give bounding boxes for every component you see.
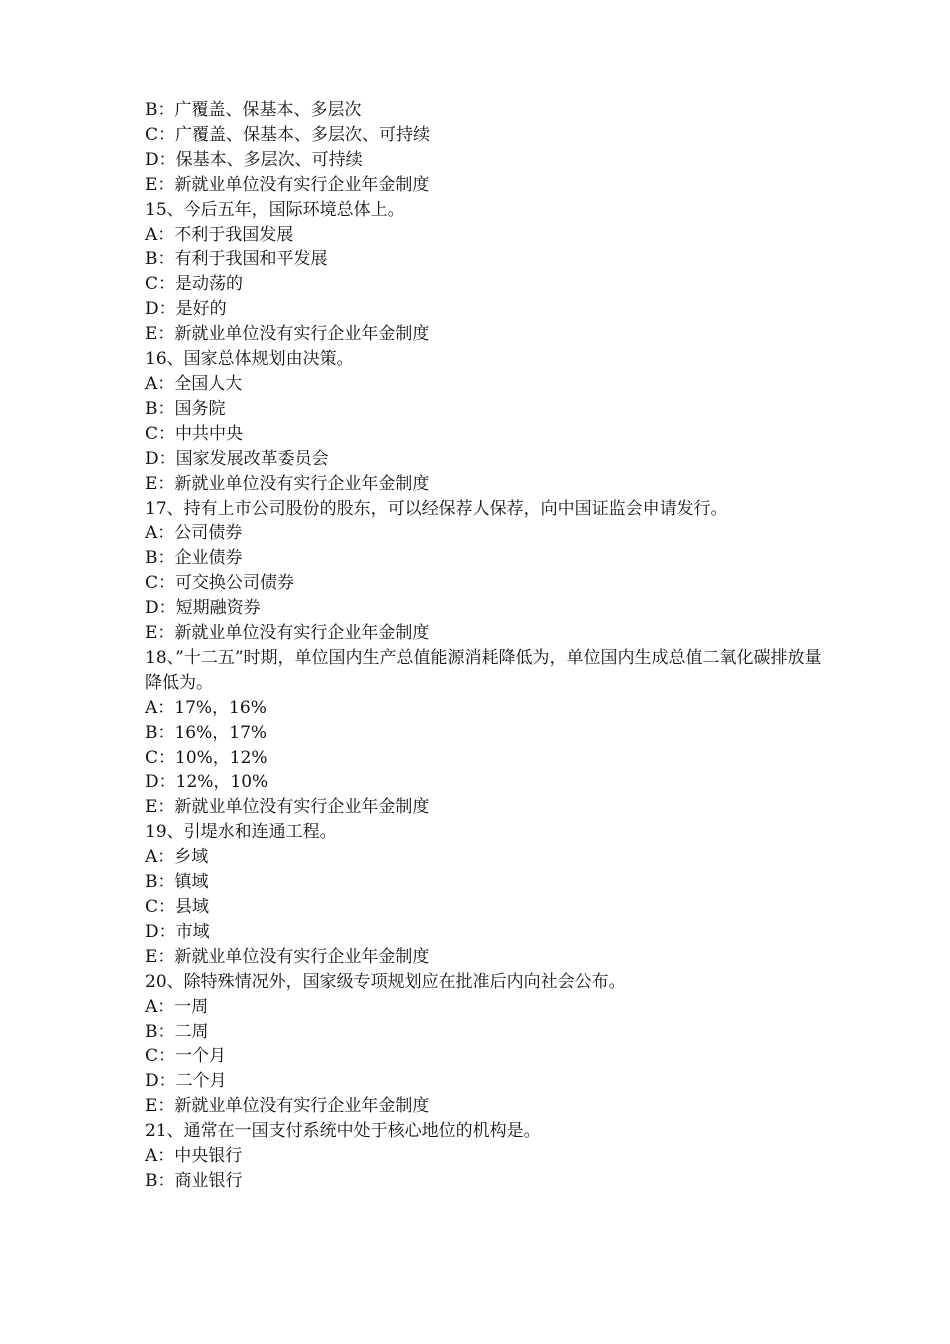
option-c: C：广覆盖、保基本、多层次、可持续	[145, 124, 431, 145]
option-c: C：可交换公司债券	[145, 573, 295, 594]
option-e: E：新就业单位没有实行企业年金制度	[145, 473, 430, 494]
question-21: 21、通常在一国支付系统中处于核心地位的机构是。	[145, 1121, 541, 1142]
option-a: A：一周	[145, 996, 209, 1017]
option-d: D：12%，10%	[145, 772, 269, 793]
option-b: B：二周	[145, 1021, 209, 1042]
option-e: E：新就业单位没有实行企业年金制度	[145, 174, 430, 195]
option-b: B：国务院	[145, 398, 226, 419]
option-d: D：国家发展改革委员会	[145, 448, 329, 469]
option-c: C：一个月	[145, 1046, 227, 1067]
option-c: C：10%，12%	[145, 747, 268, 768]
option-a: A：公司债券	[145, 523, 243, 544]
option-e: E：新就业单位没有实行企业年金制度	[145, 797, 430, 818]
option-a: A：不利于我国发展	[145, 224, 294, 245]
option-d: D：二个月	[145, 1071, 227, 1092]
question-17: 17、持有上市公司股份的股东，可以经保荐人保荐，向中国证监会申请发行。	[145, 498, 728, 519]
option-e: E：新就业单位没有实行企业年金制度	[145, 946, 430, 967]
option-a: A：中央银行	[145, 1146, 243, 1167]
question-18: 18、”十二五”时期，单位国内生产总值能源消耗降低为，单位国内生成总值二氧化碳排放量降低为。	[145, 647, 822, 693]
question-16: 16、国家总体规划由决策。	[145, 349, 354, 370]
option-c: C：县域	[145, 897, 210, 917]
option-b: B：有利于我国和平发展	[145, 249, 328, 270]
option-e: E：新就业单位没有实行企业年金制度	[145, 623, 430, 644]
option-c: C：中共中央	[145, 423, 244, 444]
option-b: B：商业银行	[145, 1170, 243, 1191]
question-19: 19、引堤水和连通工程。	[145, 822, 337, 843]
option-e: E：新就业单位没有实行企业年金制度	[145, 1096, 430, 1117]
option-b: B：镇域	[145, 872, 209, 893]
option-d: D：保基本、多层次、可持续	[145, 149, 363, 170]
option-a: A：17%，16%	[145, 697, 267, 718]
option-d: D：是好的	[145, 299, 227, 320]
question-list	[145, 98, 825, 1194]
option-b: B：16%，17%	[145, 722, 268, 743]
question-15: 15、今后五年，国际环境总体上。	[145, 199, 405, 220]
option-c: C：是动荡的	[145, 274, 244, 295]
option-d: D：短期融资券	[145, 598, 261, 619]
option-e: E：新就业单位没有实行企业年金制度	[145, 324, 430, 345]
option-b: B：企业债券	[145, 548, 243, 569]
option-b: B：广覆盖、保基本、多层次	[145, 100, 362, 120]
question-20: 20、除特殊情况外，国家级专项规划应在批准后内向社会公布。	[145, 971, 626, 992]
option-a: A：全国人大	[145, 373, 243, 394]
option-a: A：乡域	[145, 847, 209, 868]
option-d: D：市域	[145, 921, 210, 942]
